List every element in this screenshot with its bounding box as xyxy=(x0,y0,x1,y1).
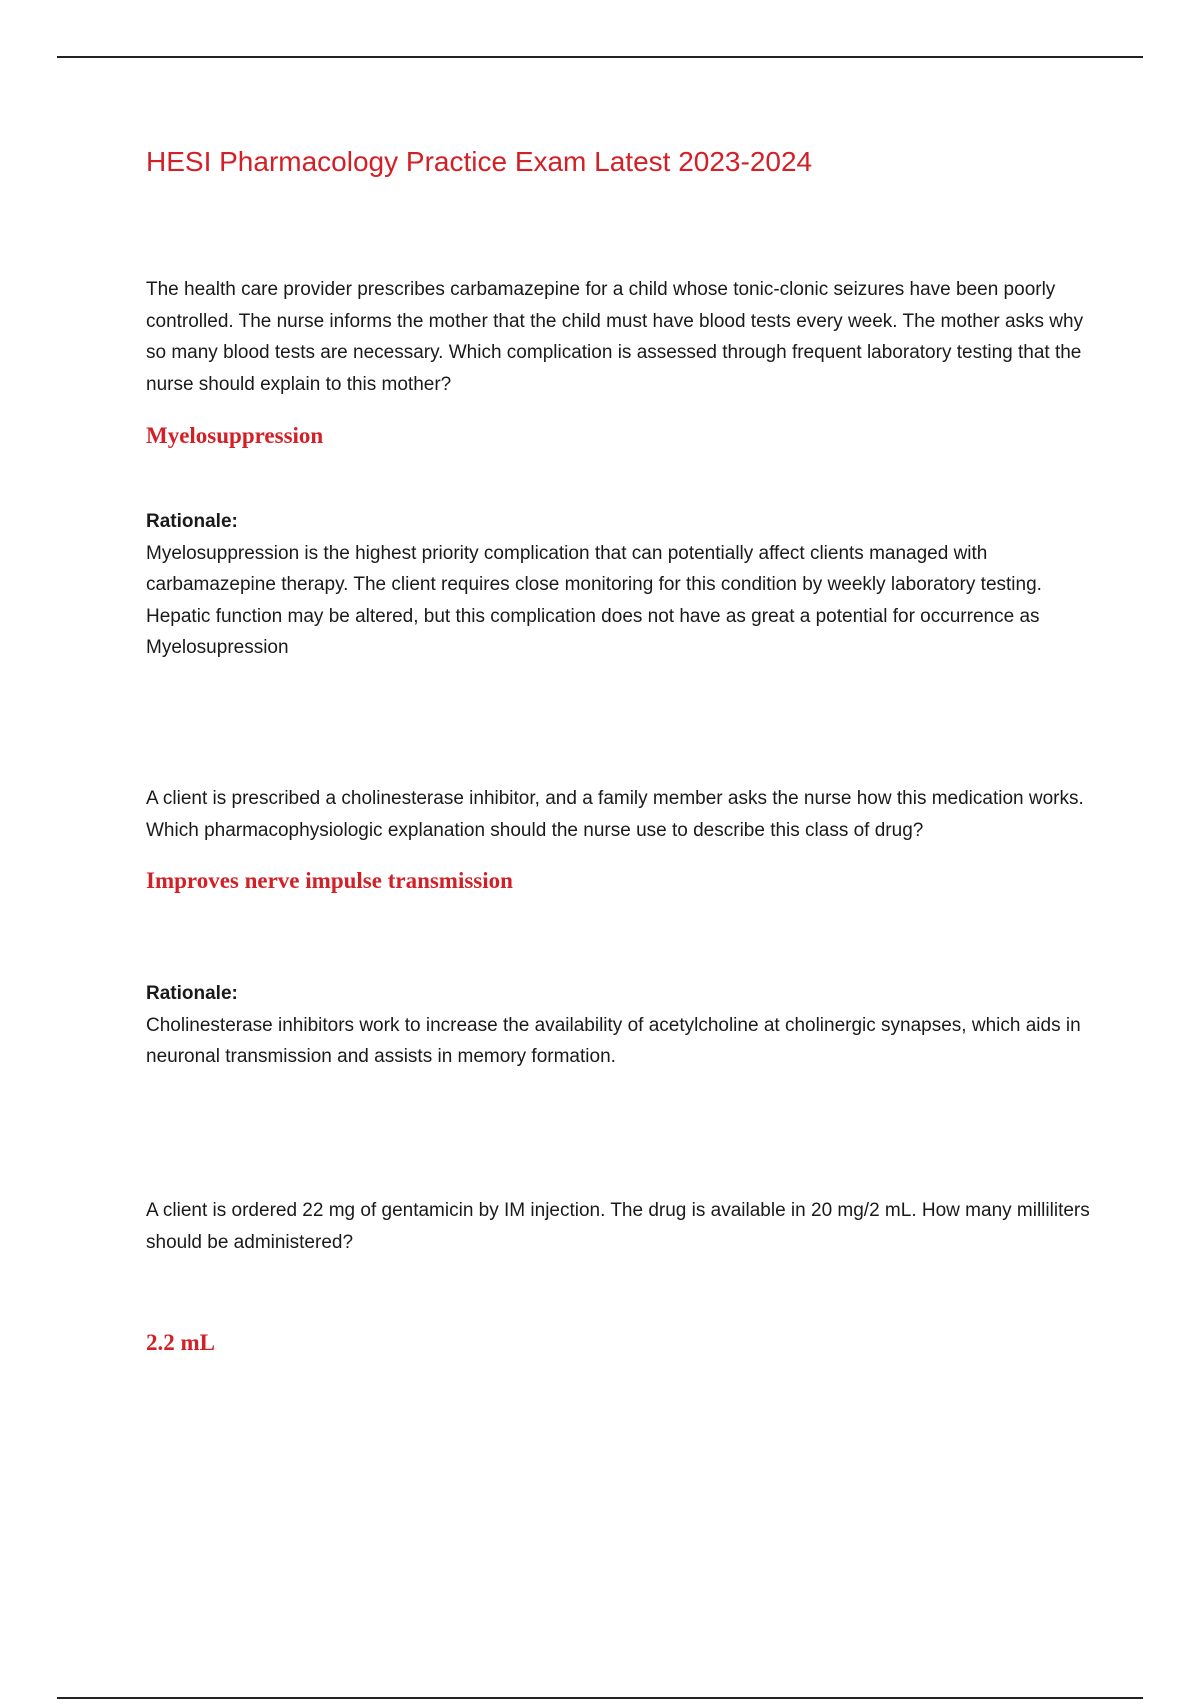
bottom-rule xyxy=(57,1697,1143,1699)
rationale-1-text: Myelosuppression is the highest priority complication that can potentially affect clients managed with carbamazepine therapy. The client requires close monitoring for this condition by weekly laboratory testing. Hepatic function may be altered, but this complication does not have as great a potential for occurrence as Myelosupression xyxy=(146,542,1042,658)
rationale-2-text: Cholinesterase inhibitors work to increase the availability of acetylcholine at cholinergic synapses, which aids in neuronal transmission and assists in memory formation. xyxy=(146,1014,1081,1067)
answer-2-block xyxy=(146,868,1101,894)
answer-1-text: Myelosuppression xyxy=(146,423,324,448)
rationale-1-block xyxy=(146,506,1101,664)
answer-2-text: Improves nerve impulse transmission xyxy=(146,868,513,893)
question-1-block xyxy=(146,274,1101,400)
rationale-2-block xyxy=(146,978,1101,1073)
answer-3-block xyxy=(146,1330,1101,1356)
question-2-block xyxy=(146,783,1101,846)
rationale-1-label: Rationale: xyxy=(146,511,238,532)
question-3-text: A client is ordered 22 mg of gentamicin by IM injection. The drug is available in 20 mg/2 mL. How many milliliters should be administered? xyxy=(146,1200,1090,1253)
rationale-2-label: Rationale: xyxy=(146,983,238,1004)
top-rule xyxy=(57,56,1143,58)
question-3-block xyxy=(146,1195,1101,1258)
question-1-text: The health care provider prescribes carbamazepine for a child whose tonic-clonic seizures have been poorly controlled. The nurse informs the mother that the child must have blood tests every week. The mother asks why so many blood tests are necessary. Which complication is assessed through frequent laboratory testing that the nurse should explain to this mother? xyxy=(146,279,1084,395)
document-title: HESI Pharmacology Practice Exam Latest 2023-2024 xyxy=(146,146,813,177)
question-2-text: A client is prescribed a cholinesterase inhibitor, and a family member asks the nurse how this medication works. Which pharmacophysiologic explanation should the nurse use to describe this class of drug? xyxy=(146,788,1084,841)
answer-3-text: 2.2 mL xyxy=(146,1330,215,1355)
answer-1-block xyxy=(146,423,1101,449)
